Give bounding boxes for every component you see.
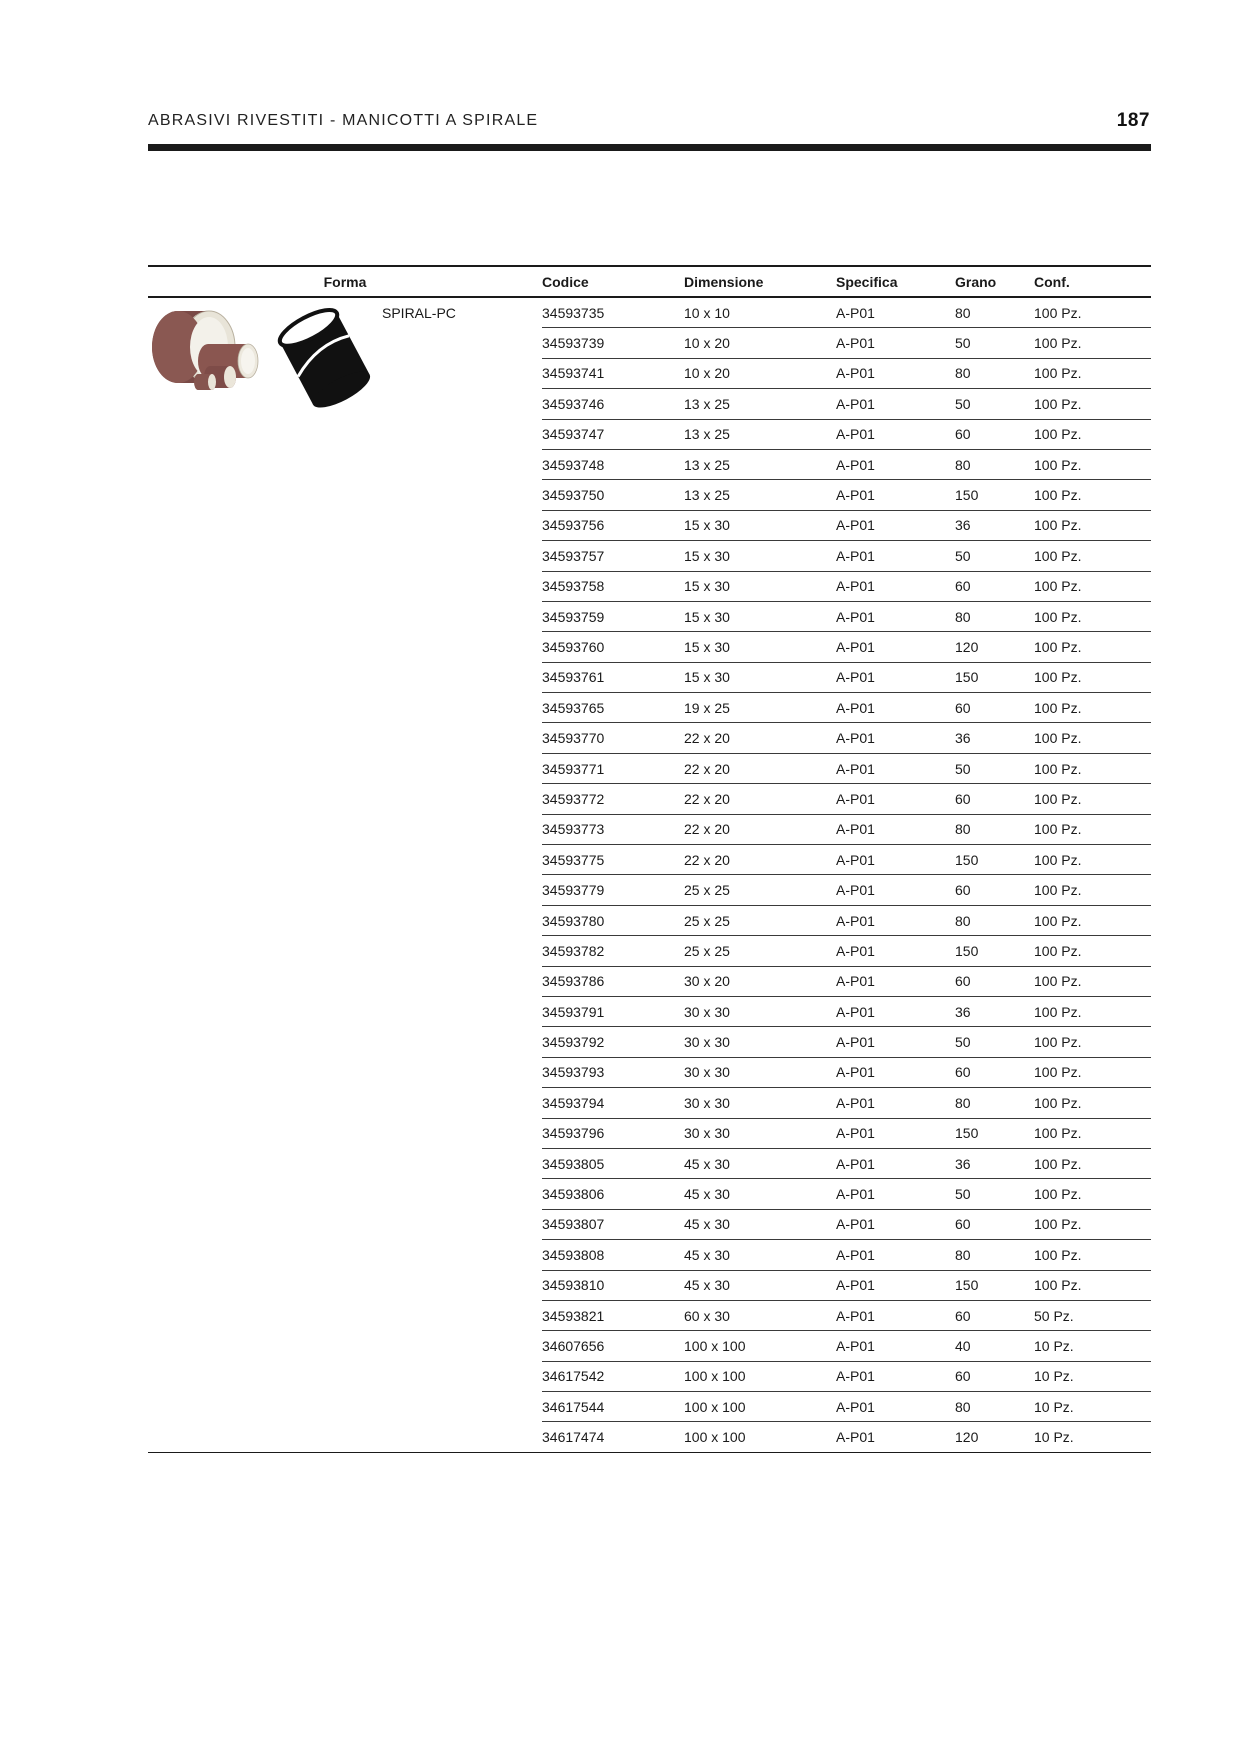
cell-codice: 34593748 — [542, 449, 684, 479]
spiral-sleeve-icon — [270, 302, 378, 412]
cell-dimensione: 15 x 30 — [684, 510, 836, 540]
cell-grano: 150 — [955, 936, 1034, 966]
cell-codice: 34593770 — [542, 723, 684, 753]
cell-dimensione: 45 x 30 — [684, 1270, 836, 1300]
cell-dimensione: 30 x 20 — [684, 966, 836, 996]
cell-specifica: A-P01 — [836, 845, 955, 875]
column-header-specifica: Specifica — [836, 266, 955, 297]
cell-conf: 100 Pz. — [1034, 784, 1151, 814]
page-header — [148, 110, 1150, 134]
cell-grano: 80 — [955, 1088, 1034, 1118]
cell-grano: 36 — [955, 510, 1034, 540]
cell-specifica: A-P01 — [836, 814, 955, 844]
cell-grano: 50 — [955, 1027, 1034, 1057]
cell-codice: 34593782 — [542, 936, 684, 966]
cell-codice: 34617474 — [542, 1429, 605, 1446]
cell-specifica: A-P01 — [836, 1027, 955, 1057]
cell-specifica: A-P01 — [836, 1300, 955, 1330]
cell-conf: 100 Pz. — [1034, 1027, 1151, 1057]
cell-grano: 80 — [955, 905, 1034, 935]
cell-conf: 100 Pz. — [1034, 845, 1151, 875]
cell-conf: 100 Pz. — [1034, 875, 1151, 905]
cell-grano: 120 — [955, 1429, 979, 1446]
cell-conf: 100 Pz. — [1034, 1088, 1151, 1118]
cell-dimensione: 100 x 100 — [684, 1361, 836, 1391]
cell-specifica: A-P01 — [836, 905, 955, 935]
cell-dimensione: 60 x 30 — [684, 1300, 836, 1330]
cell-specifica: A-P01 — [836, 419, 955, 449]
cell-codice: 34593771 — [542, 753, 684, 783]
cell-specifica: A-P01 — [836, 601, 955, 631]
cell-dimensione: 13 x 25 — [684, 389, 836, 419]
cell-grano: 36 — [955, 723, 1034, 753]
cell-conf: 100 Pz. — [1034, 693, 1151, 723]
cell-specifica: A-P01 — [836, 1088, 955, 1118]
cell-specifica: A-P01 — [836, 784, 955, 814]
cell-codice: 34593806 — [542, 1179, 684, 1209]
cell-dimensione: 25 x 25 — [684, 936, 836, 966]
page-number: 187 — [1116, 110, 1150, 131]
cell-conf: 100 Pz. — [1034, 1240, 1151, 1270]
cell-conf: 10 Pz. — [1034, 1429, 1074, 1446]
cell-dimensione: 15 x 30 — [684, 541, 836, 571]
cell-dimensione: 15 x 30 — [684, 571, 836, 601]
cell-grano: 60 — [955, 1300, 1034, 1330]
cell-grano: 36 — [955, 996, 1034, 1026]
cell-conf: 100 Pz. — [1034, 1057, 1151, 1087]
cell-codice: 34593810 — [542, 1270, 684, 1300]
cell-conf: 100 Pz. — [1034, 966, 1151, 996]
cell-conf: 100 Pz. — [1034, 601, 1151, 631]
cell-grano: 50 — [955, 328, 1034, 358]
cell-conf: 100 Pz. — [1034, 419, 1151, 449]
product-images — [148, 302, 378, 412]
cell-conf: 100 Pz. — [1034, 480, 1151, 510]
cell-grano: 150 — [955, 480, 1034, 510]
cell-grano: 80 — [955, 297, 1034, 328]
column-header-grano: Grano — [955, 266, 1034, 297]
cell-codice: 34593746 — [542, 389, 684, 419]
cell-dimensione: 100 x 100 — [684, 1392, 836, 1422]
cell-dimensione: 100 x 100 — [684, 1331, 836, 1361]
cell-specifica: A-P01 — [836, 723, 955, 753]
cell-codice: 34593765 — [542, 693, 684, 723]
table-row — [148, 297, 1151, 328]
cell-specifica: A-P01 — [836, 1209, 955, 1239]
cell-specifica: A-P01 — [836, 328, 955, 358]
cell-codice: 34593807 — [542, 1209, 684, 1239]
cell-codice: 34593786 — [542, 966, 684, 996]
cell-specifica: A-P01 — [836, 449, 955, 479]
cell-dimensione: 100 x 100 — [684, 1429, 746, 1446]
cell-codice: 34593757 — [542, 541, 684, 571]
cell-conf: 100 Pz. — [1034, 723, 1151, 753]
product-name: SPIRAL-PC — [382, 305, 456, 321]
cell-dimensione: 22 x 20 — [684, 723, 836, 753]
cell-codice: 34593775 — [542, 845, 684, 875]
cell-dimensione: 22 x 20 — [684, 814, 836, 844]
cell-conf: 100 Pz. — [1034, 662, 1151, 692]
cell-conf: 100 Pz. — [1034, 905, 1151, 935]
cell-codice: 34593792 — [542, 1027, 684, 1057]
cell-dimensione: 10 x 20 — [684, 358, 836, 388]
cell-conf: 100 Pz. — [1034, 936, 1151, 966]
product-table — [148, 265, 1151, 1453]
cell-conf: 100 Pz. — [1034, 1148, 1151, 1178]
cell-grano: 80 — [955, 1240, 1034, 1270]
cell-conf: 100 Pz. — [1034, 753, 1151, 783]
cell-dimensione: 22 x 20 — [684, 784, 836, 814]
cell-specifica: A-P01 — [836, 1331, 955, 1361]
cell-specifica: A-P01 — [836, 875, 955, 905]
cell-codice: 34593780 — [542, 905, 684, 935]
cell-grano: 50 — [955, 541, 1034, 571]
cell-codice: 34593773 — [542, 814, 684, 844]
forma-cell — [148, 297, 542, 1452]
cell-specifica: A-P01 — [836, 966, 955, 996]
cell-codice: 34593750 — [542, 480, 684, 510]
cell-specifica: A-P01 — [836, 1361, 955, 1391]
cell-dimensione: 15 x 30 — [684, 662, 836, 692]
cell-specifica: A-P01 — [836, 753, 955, 783]
cell-conf: 100 Pz. — [1034, 541, 1151, 571]
cell-codice: 34593808 — [542, 1240, 684, 1270]
cell-conf: 10 Pz. — [1034, 1361, 1151, 1391]
cell-dimensione: 25 x 25 — [684, 875, 836, 905]
cell-grano: 80 — [955, 1392, 1034, 1422]
cell-dimensione: 15 x 30 — [684, 601, 836, 631]
cell-grano: 80 — [955, 814, 1034, 844]
cell-conf: 100 Pz. — [1034, 996, 1151, 1026]
cell-dimensione: 10 x 20 — [684, 328, 836, 358]
cell-grano: 120 — [955, 632, 1034, 662]
cell-conf: 10 Pz. — [1034, 1331, 1151, 1361]
cell-dimensione: 45 x 30 — [684, 1209, 836, 1239]
cell-codice: 34617544 — [542, 1392, 684, 1422]
table-header-row — [148, 266, 1151, 297]
cell-dimensione: 10 x 10 — [684, 297, 836, 328]
cell-specifica: A-P01 — [836, 662, 955, 692]
cell-specifica: A-P01 — [836, 297, 955, 328]
cell-conf: 100 Pz. — [1034, 358, 1151, 388]
cell-conf: 100 Pz. — [1034, 328, 1151, 358]
cell-conf: 100 Pz. — [1034, 1270, 1151, 1300]
cell-grano: 50 — [955, 753, 1034, 783]
cell-codice: 34593779 — [542, 875, 684, 905]
cell-grano: 60 — [955, 571, 1034, 601]
cell-specifica: A-P01 — [836, 936, 955, 966]
cell-grano: 60 — [955, 966, 1034, 996]
cell-conf: 100 Pz. — [1034, 510, 1151, 540]
cell-grano: 60 — [955, 1361, 1034, 1391]
cell-dimensione: 30 x 30 — [684, 1118, 836, 1148]
cell-specifica: A-P01 — [836, 693, 955, 723]
column-header-dimensione: Dimensione — [684, 266, 836, 297]
cell-specifica: A-P01 — [836, 510, 955, 540]
cell-dimensione: 45 x 30 — [684, 1240, 836, 1270]
cell-codice: 34593761 — [542, 662, 684, 692]
cell-grano: 150 — [955, 845, 1034, 875]
cell-codice: 34593758 — [542, 571, 684, 601]
cell-dimensione: 19 x 25 — [684, 693, 836, 723]
cell-conf: 100 Pz. — [1034, 1118, 1151, 1148]
cell-dimensione: 30 x 30 — [684, 1057, 836, 1087]
cell-codice: 34593793 — [542, 1057, 684, 1087]
cell-conf: 100 Pz. — [1034, 814, 1151, 844]
cell-dimensione: 13 x 25 — [684, 449, 836, 479]
cell-grano: 60 — [955, 1209, 1034, 1239]
cell-codice: 34593756 — [542, 510, 684, 540]
cell-codice: 34607656 — [542, 1331, 684, 1361]
cell-grano: 60 — [955, 419, 1034, 449]
cell-codice: 34593796 — [542, 1118, 684, 1148]
cell-specifica: A-P01 — [836, 1392, 955, 1422]
cell-grano: 150 — [955, 1118, 1034, 1148]
cell-grano: 80 — [955, 358, 1034, 388]
cell-specifica: A-P01 — [836, 996, 955, 1026]
cell-specifica: A-P01 — [836, 571, 955, 601]
cell-codice: 34593821 — [542, 1300, 684, 1330]
cell-dimensione: 13 x 25 — [684, 419, 836, 449]
cell-specifica: A-P01 — [836, 541, 955, 571]
cell-dimensione: 22 x 20 — [684, 753, 836, 783]
cell-dimensione: 15 x 30 — [684, 632, 836, 662]
cell-dimensione: 30 x 30 — [684, 1027, 836, 1057]
cell-dimensione: 13 x 25 — [684, 480, 836, 510]
cell-grano: 40 — [955, 1331, 1034, 1361]
cell-codice: 34593772 — [542, 784, 684, 814]
cell-specifica: A-P01 — [836, 632, 955, 662]
cell-dimensione: 22 x 20 — [684, 845, 836, 875]
cell-specifica: A-P01 — [836, 1118, 955, 1148]
cell-codice: 34593739 — [542, 328, 684, 358]
cell-grano: 50 — [955, 1179, 1034, 1209]
cell-conf: 100 Pz. — [1034, 297, 1151, 328]
cell-conf: 50 Pz. — [1034, 1300, 1151, 1330]
cell-codice: 34593747 — [542, 419, 684, 449]
cell-grano: 36 — [955, 1148, 1034, 1178]
cell-specifica: A-P01 — [836, 389, 955, 419]
cell-conf: 100 Pz. — [1034, 1209, 1151, 1239]
cell-conf: 10 Pz. — [1034, 1392, 1151, 1422]
cell-grano: 60 — [955, 693, 1034, 723]
cell-dimensione: 45 x 30 — [684, 1148, 836, 1178]
cell-specifica: A-P01 — [836, 1429, 875, 1446]
cell-grano: 60 — [955, 784, 1034, 814]
cell-grano: 150 — [955, 662, 1034, 692]
cell-codice: 34593760 — [542, 632, 684, 662]
cell-grano: 50 — [955, 389, 1034, 419]
cell-dimensione: 45 x 30 — [684, 1179, 836, 1209]
cell-conf: 100 Pz. — [1034, 389, 1151, 419]
cell-dimensione: 30 x 30 — [684, 1088, 836, 1118]
column-header-codice: Codice — [542, 266, 684, 297]
cell-codice: 34617542 — [542, 1361, 684, 1391]
cell-codice: 34593735 — [542, 297, 684, 328]
cell-grano: 150 — [955, 1270, 1034, 1300]
cell-conf: 100 Pz. — [1034, 1179, 1151, 1209]
column-header-forma: Forma — [148, 266, 542, 297]
cell-codice: 34593759 — [542, 601, 684, 631]
page-title: ABRASIVI RIVESTITI - MANICOTTI A SPIRALE — [148, 112, 539, 129]
cell-specifica: A-P01 — [836, 1240, 955, 1270]
cell-specifica: A-P01 — [836, 1148, 955, 1178]
cell-codice: 34593741 — [542, 358, 684, 388]
cell-grano: 80 — [955, 449, 1034, 479]
cell-codice: 34593805 — [542, 1148, 684, 1178]
cell-codice: 34593791 — [542, 996, 684, 1026]
cell-grano: 60 — [955, 1057, 1034, 1087]
cell-conf: 100 Pz. — [1034, 632, 1151, 662]
header-rule — [148, 144, 1151, 151]
cell-specifica: A-P01 — [836, 1179, 955, 1209]
column-header-conf: Conf. — [1034, 266, 1151, 297]
cell-conf: 100 Pz. — [1034, 449, 1151, 479]
cell-grano: 60 — [955, 875, 1034, 905]
cell-specifica: A-P01 — [836, 1270, 955, 1300]
cell-dimensione: 30 x 30 — [684, 996, 836, 1026]
cell-specifica: A-P01 — [836, 1057, 955, 1087]
cell-specifica: A-P01 — [836, 480, 955, 510]
cell-conf: 100 Pz. — [1034, 571, 1151, 601]
cell-grano: 80 — [955, 601, 1034, 631]
cell-dimensione: 25 x 25 — [684, 905, 836, 935]
cell-codice: 34593794 — [542, 1088, 684, 1118]
cell-specifica: A-P01 — [836, 358, 955, 388]
